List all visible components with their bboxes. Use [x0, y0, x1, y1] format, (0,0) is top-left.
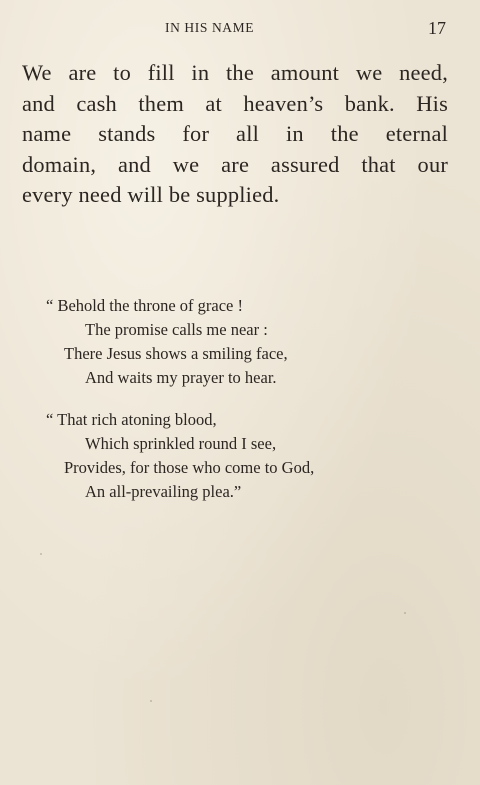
- verse-line: “ Behold the throne of grace !: [46, 296, 244, 315]
- paragraph-line: domain, and we are assured that our: [22, 151, 448, 177]
- verse-line: “ That rich atoning blood,: [46, 410, 217, 429]
- paragraph-line: name stands for all in the eternal: [22, 121, 448, 146]
- verse-line: And waits my prayer to hear.: [85, 368, 277, 387]
- verse-line: There Jesus shows a smiling face,: [64, 344, 288, 363]
- hymn-stanza: [46, 408, 314, 504]
- verse-line: An all-prevailing plea.”: [85, 482, 242, 501]
- page-number: 17: [428, 18, 446, 38]
- running-header: [0, 20, 480, 40]
- paper-speck: [150, 700, 152, 702]
- verse-line: Which sprinkled round I see,: [85, 434, 277, 453]
- paragraph-line: We are to fill in the amount we need,: [22, 60, 448, 85]
- running-title: IN HIS NAME: [165, 20, 255, 35]
- paragraph-line: every need will be supplied.: [22, 182, 280, 207]
- prose-paragraph: [22, 58, 448, 211]
- verse-line: Provides, for those who come to God,: [64, 458, 315, 477]
- paragraph-line: and cash them at heaven’s bank. His: [22, 90, 448, 116]
- hymn-quotation: [46, 294, 314, 522]
- verse-line: The promise calls me near :: [85, 320, 268, 339]
- hymn-stanza: [46, 294, 314, 390]
- paper-speck: [404, 612, 406, 614]
- paper-speck: [40, 553, 42, 555]
